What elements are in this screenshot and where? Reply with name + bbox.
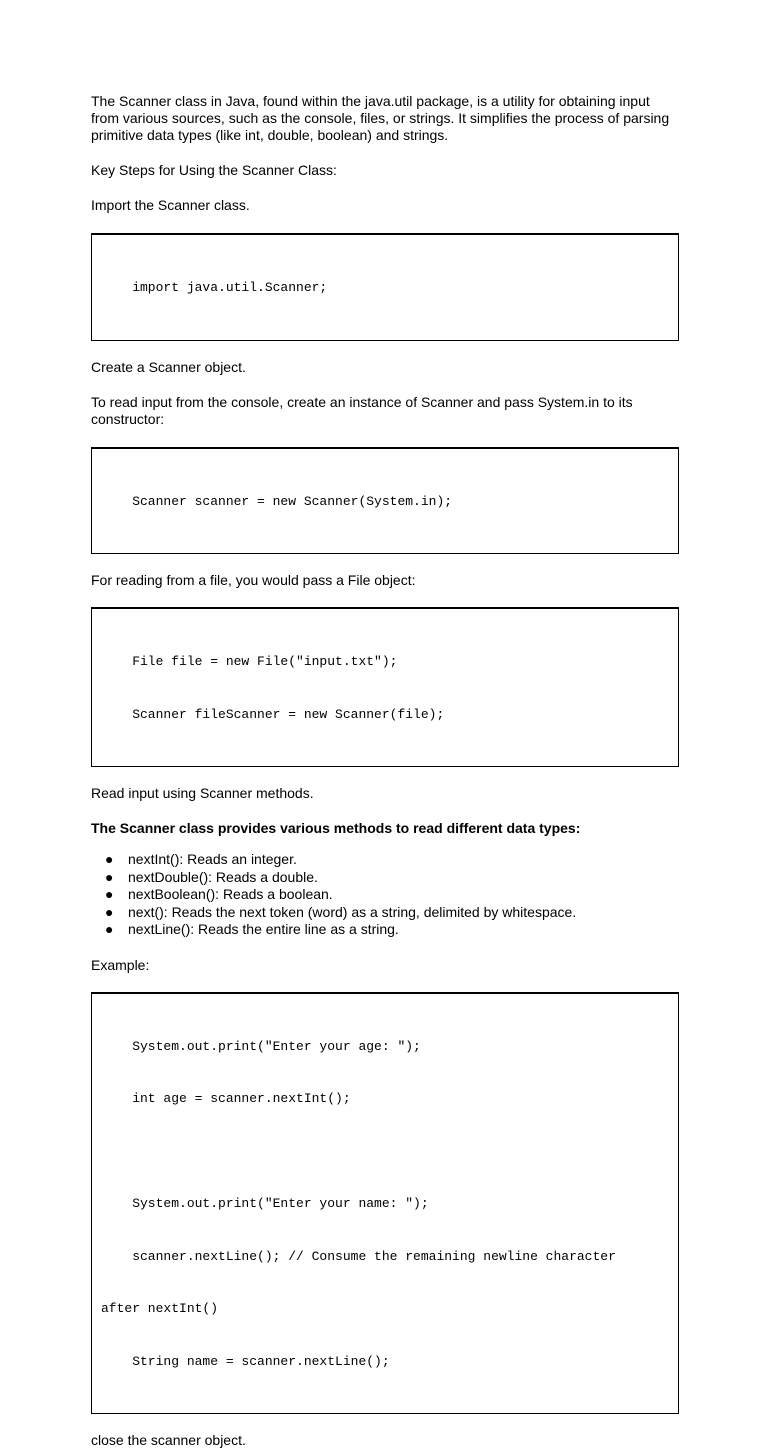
file-instruction: For reading from a file, you would pass a File object: [91,572,416,588]
create-step-title: Create a Scanner object. [91,358,246,375]
list-item [91,869,681,887]
example-label: Example: [91,956,150,973]
method-text: nextInt(): Reads an integer. [128,851,297,867]
intro-paragraph: The Scanner class in Java, found within the java.util package, is a utility for obtaining input from various sources, such as the console, files, or strings. It simplifies the process of parsing primitive data types (like int, double, boolean) and strings. [91,93,670,143]
read-step-title: Read input using Scanner methods. [91,785,314,801]
code-line: String name = scanner.nextLine(); [101,1353,390,1369]
list-item [91,851,681,869]
key-steps-heading: Key Steps for Using the Scanner Class: [91,162,337,178]
bullet-icon: ● [105,903,114,920]
document-page [91,93,681,1449]
code-line: Scanner scanner = new Scanner(System.in); [101,493,453,509]
code-line [101,1143,668,1161]
code-line: File file = new File("input.txt"); [101,654,398,669]
list-item [91,921,681,939]
import-step-title: Import the Scanner class. [91,197,250,213]
bullet-icon: ● [105,886,114,902]
code-line: scanner.nextLine(); // Consume the remaining newline character [101,1248,616,1264]
method-text: nextDouble(): Reads a double. [128,868,318,885]
example-code-block [91,992,679,1415]
code-line: System.out.print("Enter your age: "); [101,1038,421,1054]
method-text: next(): Reads the next token (word) as a string, delimited by whitespace. [128,903,577,920]
methods-heading: The Scanner class provides various methods to read different data types: [91,820,581,836]
code-line: System.out.print("Enter your name: "); [101,1196,429,1211]
console-code-block [91,447,679,555]
console-instruction: To read input from the console, create an instance of Scanner and pass System.in to its constructor: [91,393,633,427]
file-code-block [91,607,679,767]
code-line: import java.util.Scanner; [101,280,328,295]
import-code-block [91,233,679,341]
code-line: Scanner fileScanner = new Scanner(file); [101,706,445,722]
code-line: int age = scanner.nextInt(); [101,1091,351,1106]
bullet-icon: ● [105,851,114,867]
bullet-icon: ● [105,868,114,885]
close-step-text: close the scanner object. [91,1432,246,1448]
code-line: after nextInt() [101,1301,219,1316]
method-text: nextBoolean(): Reads a boolean. [128,886,333,902]
list-item [91,886,681,904]
bullet-icon: ● [105,921,114,937]
method-text: nextLine(): Reads the entire line as a string. [128,921,399,937]
list-item [91,904,681,922]
methods-list [91,851,681,939]
